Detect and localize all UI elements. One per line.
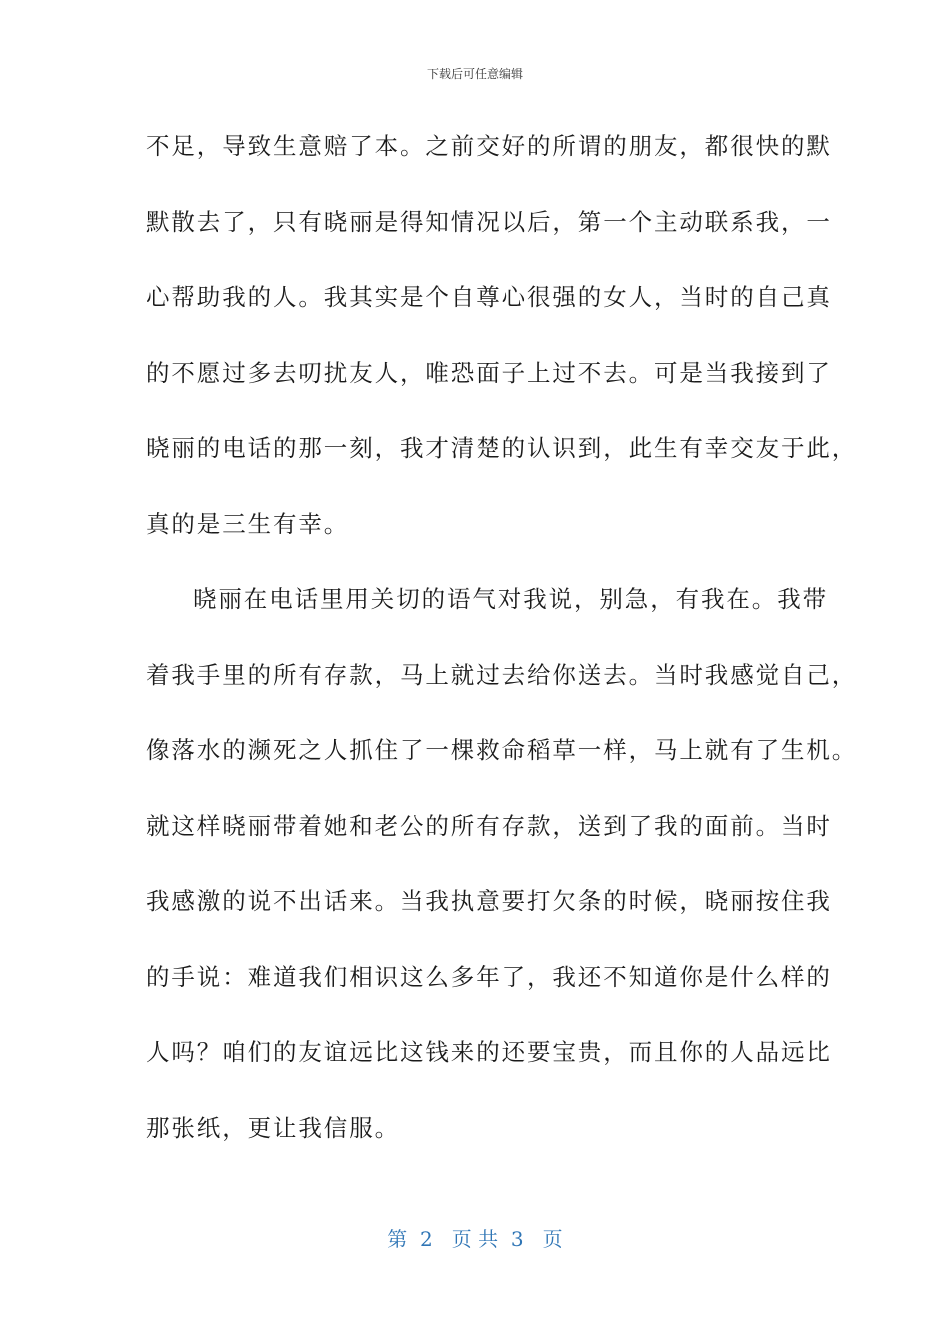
text-line: 那张纸，更让我信服。 <box>146 1113 400 1142</box>
text-line: 的不愿过多去叨扰友人，唯恐面子上过不去。可是当我接到了 <box>146 358 832 387</box>
text-line: 晓丽的电话的那一刻，我才清楚的认识到，此生有幸交友于此， <box>146 434 858 462</box>
text-line: 我感激的说不出话来。当我执意要打欠条的时候，晓丽按住我 <box>146 887 832 915</box>
text-line: 晓丽在电话里用关切的语气对我说，别急，有我在。我带 <box>193 585 828 613</box>
text-line: 真的是三生有幸。 <box>146 509 350 538</box>
page-number-footer: 第 2 页 共 3 页 <box>387 1227 563 1251</box>
text-line: 的手说：难道我们相识这么多年了，我还不知道你是什么样的 <box>146 962 832 991</box>
text-line: 心帮助我的人。我其实是个自尊心很强的女人，当时的自己真 <box>146 283 832 311</box>
text-line: 人吗？咱们的友谊远比这钱来的还要宝贵，而且你的人品远比 <box>146 1038 832 1066</box>
text-line: 就这样晓丽带着她和老公的所有存款，送到了我的面前。当时 <box>146 811 832 840</box>
document-body <box>146 124 858 1181</box>
text-line: 默散去了，只有晓丽是得知情况以后，第一个主动联系我，一 <box>146 207 832 236</box>
text-line: 着我手里的所有存款，马上就过去给你送去。当时我感觉自己， <box>146 660 858 689</box>
text-line: 像落水的濒死之人抓住了一棵救命稻草一样，马上就有了生机。 <box>146 736 858 764</box>
page-header: 下载后可任意编辑 <box>426 67 523 81</box>
text-line: 不足，导致生意赔了本。之前交好的所谓的朋友，都很快的默 <box>146 132 832 160</box>
